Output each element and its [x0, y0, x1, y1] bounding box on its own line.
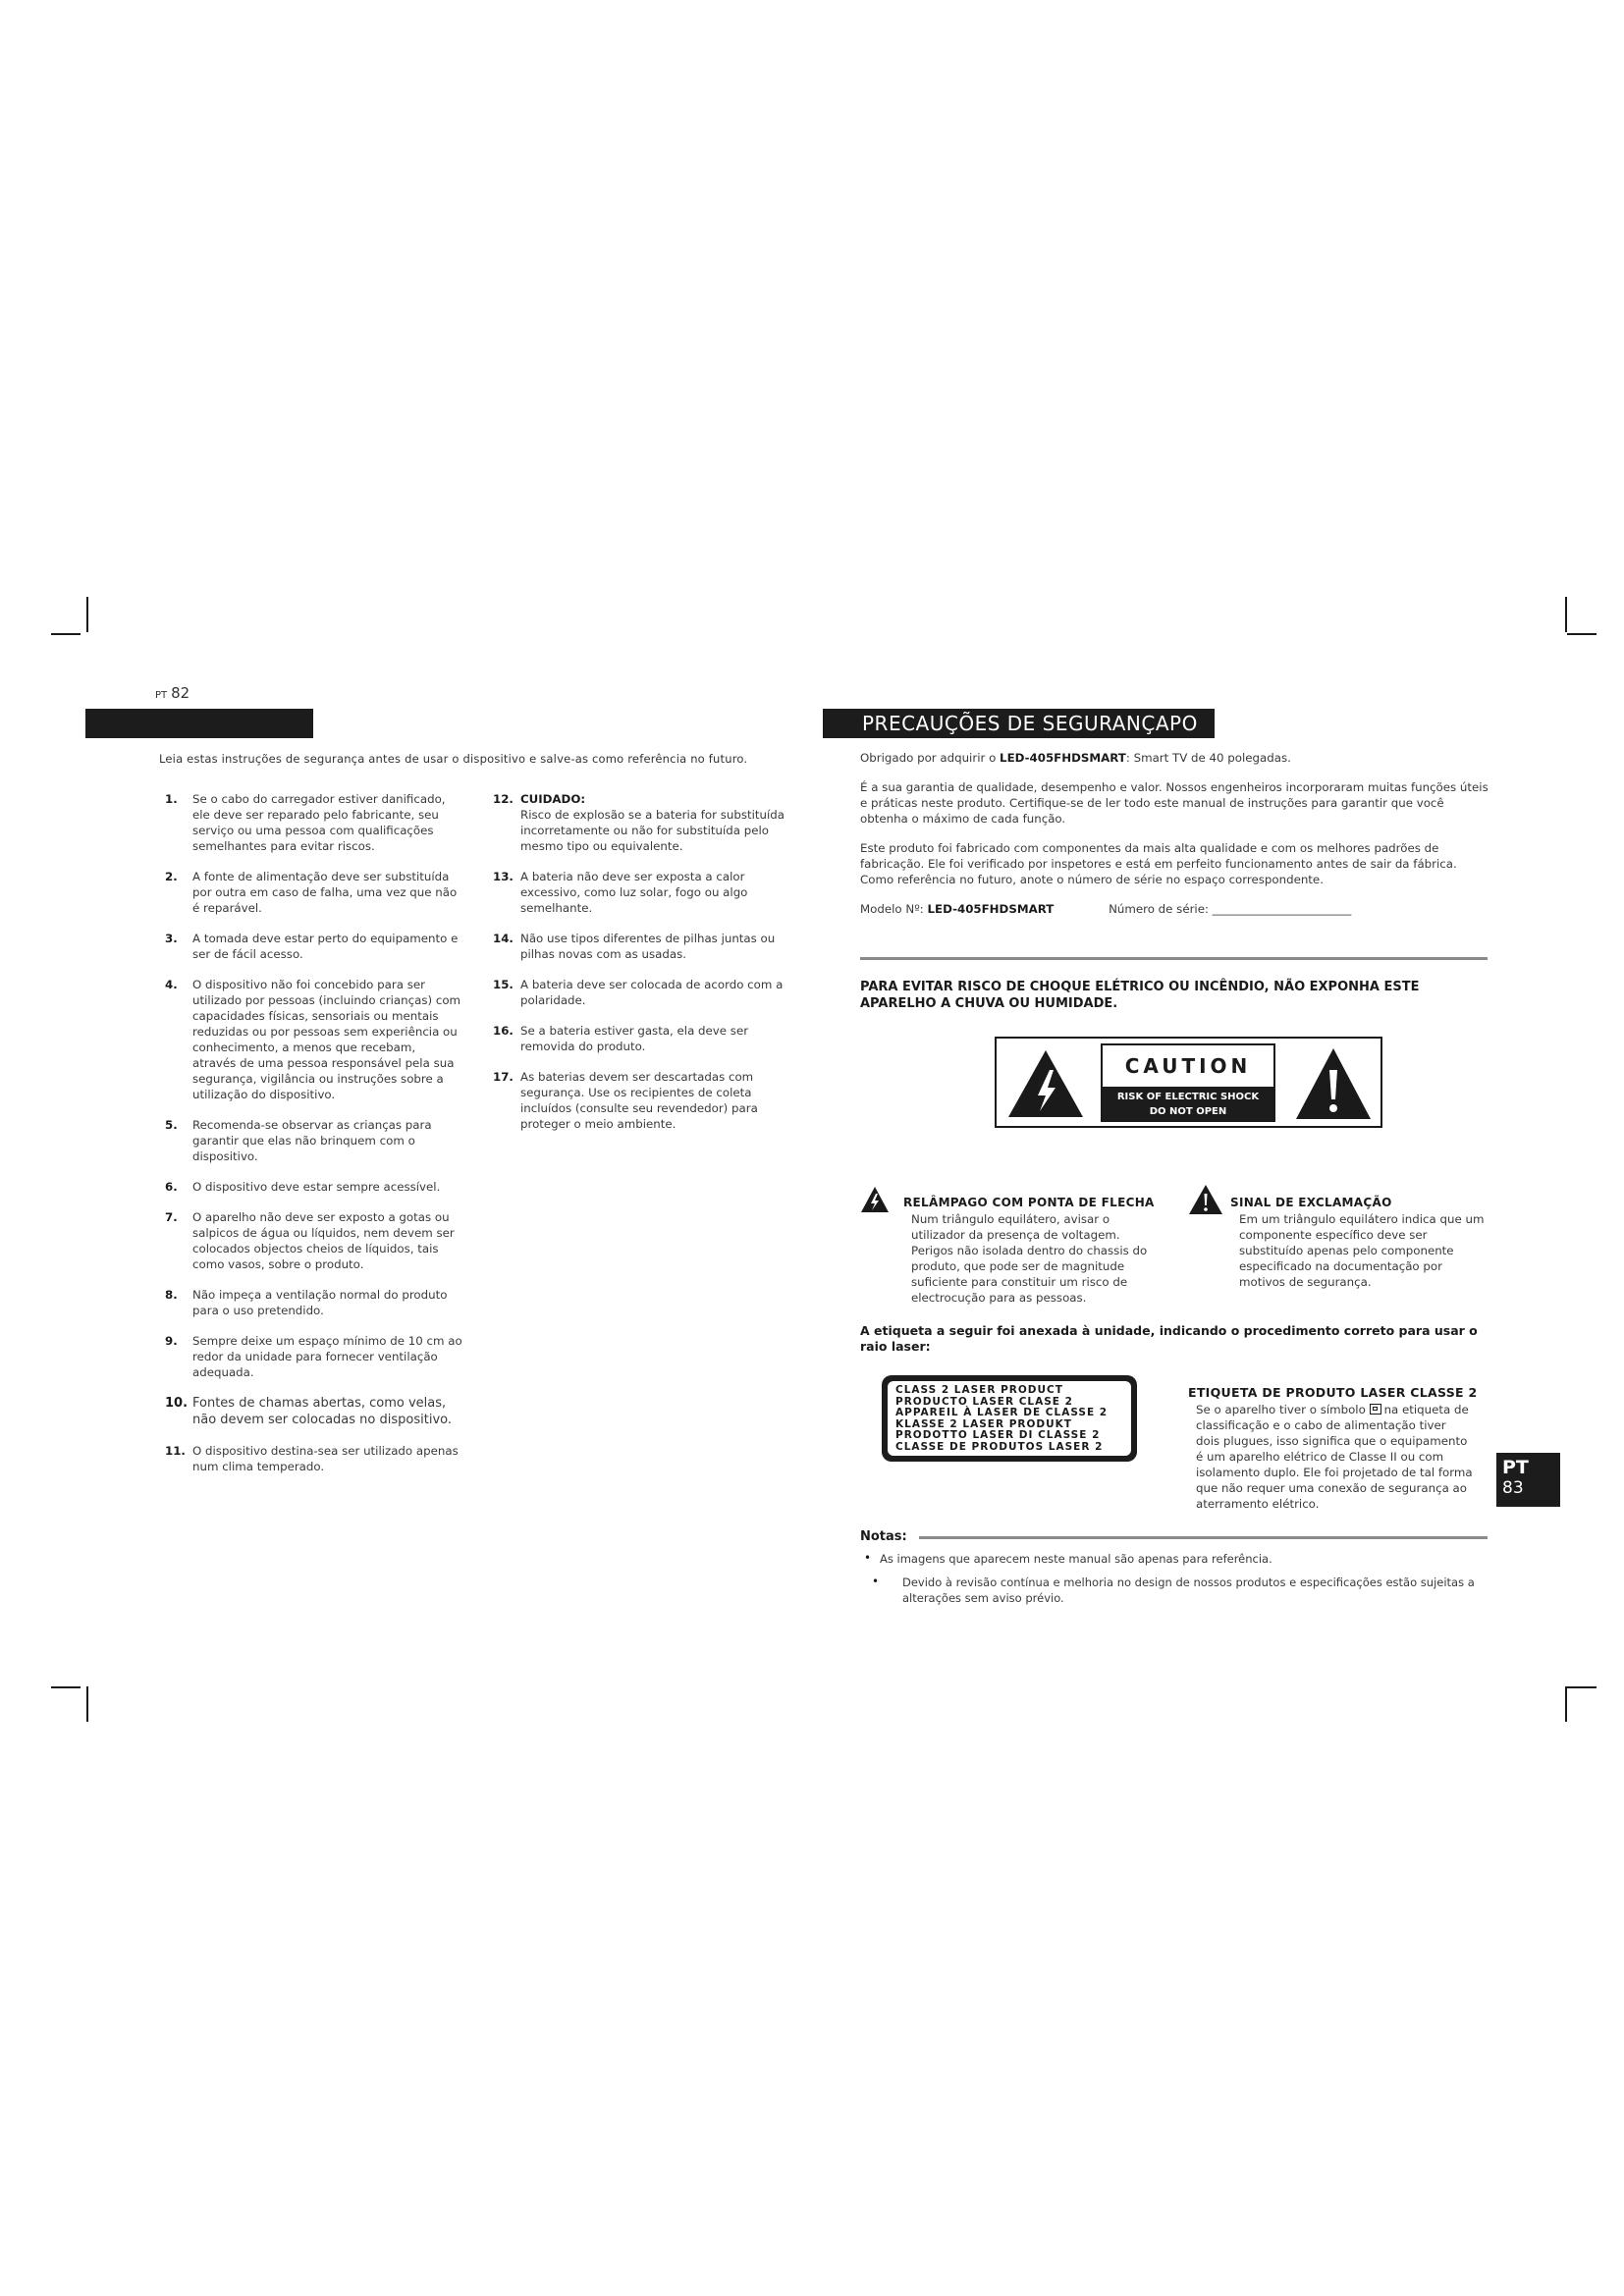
divider	[860, 957, 1488, 960]
lightning-title: RELÂMPAGO COM PONTA DE FLECHA	[903, 1196, 1155, 1209]
list-item: 6. O dispositivo deve estar sempre acessível.	[165, 1180, 441, 1194]
laser-text: Se o aparelho tiver o símbolo na etiqueta de classificação e o cabo de alimentação tiver dois plugues, isso significa que o equipamento é um aparelho elétrico de Classe II ou com isolamento duplo. Ele foi projetado de tal forma que não requer uma conexão de segurança ao aterramento elétrico.	[1196, 1403, 1473, 1511]
caution-label	[995, 1037, 1382, 1128]
laser-title: ETIQUETA DE PRODUTO LASER CLASSE 2	[1188, 1385, 1478, 1400]
page-title-bar	[823, 709, 1215, 738]
exclamation-text: Em um triângulo equilátero indica que um componente específico deve ser substituído apenas pelo componente especificado na documentação por motivos de segurança.	[1239, 1212, 1485, 1289]
crop-mark	[86, 597, 88, 632]
list-item: 17. As baterias devem ser descartadas com segurança. Use os recipientes de coleta incluídos (consulte seu revendedor) para proteger o meio ambiente.	[493, 1070, 758, 1131]
note-item: As imagens que aparecem neste manual são apenas para referência.	[880, 1552, 1272, 1566]
crop-mark	[1567, 1686, 1597, 1688]
list-item: 2. A fonte de alimentação deve ser substituída por outra em caso de falha, uma vez que não é reparável.	[165, 870, 458, 915]
paragraph-manufacture: Este produto foi fabricado com componentes da mais alta qualidade e com os melhores padrões de fabricação. Ele foi verificado por inspetores e está em perfeito funcionamento antes de sair da fábrica. Como referência no futuro, anote o número de série no espaço correspondente.	[860, 841, 1457, 886]
list-item: 15. A bateria deve ser colocada de acordo com a polaridade.	[493, 978, 784, 1007]
list-item: 4. O dispositivo não foi concebido para ser utilizado por pessoas (incluindo crianças) com capacidades físicas, sensoriais ou mentais reduzidas ou por pessoas sem experiência ou conhecimento, a menos que recebam, através de uma pessoa responsável pela sua segurança, vigilância ou instruções sobre a utilização do dispositivo.	[165, 978, 461, 1101]
divider	[919, 1536, 1488, 1539]
list-item: 11. O dispositivo destina-sea ser utilizado apenas num clima temperado.	[165, 1444, 459, 1473]
intro-text: Leia estas instruções de segurança antes de usar o dispositivo e salve-as como referência no futuro.	[159, 752, 748, 766]
list-item: 14. Não use tipos diferentes de pilhas juntas ou pilhas novas com as usadas.	[493, 932, 776, 961]
crop-mark	[51, 633, 81, 635]
lightning-warning-icon	[1006, 1048, 1085, 1119]
crop-mark	[1565, 597, 1567, 632]
crop-mark	[51, 1686, 81, 1688]
caution-panel	[1101, 1043, 1275, 1122]
note-item: Devido à revisão contínua e melhoria no design de nossos produtos e especificações estão sujeitas a alterações sem aviso prévio.	[902, 1575, 1475, 1605]
language-page-tab: PT 83	[1496, 1453, 1560, 1507]
laser-label-line: APPAREIL À LASER DE CLASSE 2	[895, 1407, 1109, 1418]
paragraph-quality: É a sua garantia de qualidade, desempenho e valor. Nossos engenheiros incorporaram muitas funções úteis e práticas neste produto. Certifique-se de ler todo este manual de instruções para garantir que você obtenha o máximo de cada função.	[860, 780, 1489, 826]
crop-mark	[86, 1686, 88, 1722]
electric-warning: PARA EVITAR RISCO DE CHOQUE ELÉTRICO OU INCÊNDIO, NÃO EXPONHA ESTE APARELHO A CHUVA OU HUMIDADE.	[860, 980, 1420, 1011]
laser-product-label	[882, 1375, 1137, 1462]
laser-label-line: KLASSE 2 LASER PRODUKT	[895, 1417, 1072, 1430]
list-item: 12. CUIDADO: Risco de explosão se a bateria for substituída incorretamente ou não for substituída pelo mesmo tipo ou equivalente.	[493, 792, 785, 853]
list-item: 7. O aparelho não deve ser exposto a gotas ou salpicos de água ou líquidos, nem devem ser colocados objectos cheios de líquidos, tais como vasos, sobre o produto.	[165, 1210, 455, 1271]
laser-label-line: PRODUCTO LASER CLASE 2	[895, 1395, 1073, 1408]
safety-list-right	[491, 791, 790, 1132]
laser-label-line: CLASS 2 LASER PRODUCT	[895, 1384, 1063, 1396]
crop-mark	[1565, 1686, 1567, 1722]
list-item: 3. A tomada deve estar perto do equipamento e ser de fácil acesso.	[165, 932, 459, 961]
section-header-bar	[85, 709, 313, 738]
laser-label-line: CLASSE DE PRODUTOS LASER 2	[895, 1440, 1104, 1453]
exclamation-warning-icon	[1294, 1046, 1373, 1121]
page-title: PRECAUÇÕES DE SEGURANÇAPO	[862, 712, 1198, 735]
list-item: 5. Recomenda-se observar as crianças para garantir que elas não brinquem com o dispositivo.	[165, 1118, 432, 1163]
list-item: 1. Se o cabo do carregador estiver danificado, ele deve ser reparado pelo fabricante, seu serviço ou uma pessoa com qualificações semelhantes para evitar riscos.	[165, 792, 446, 853]
crop-mark	[1567, 633, 1597, 635]
model-serial-line: Modelo Nº: LED-405FHDSMART Número de série: ________________________	[860, 902, 1352, 916]
thanks-text: Obrigado por adquirir o LED-405FHDSMART: Smart TV de 40 polegadas.	[860, 751, 1291, 765]
page-number-left: PT 82	[155, 684, 190, 702]
laser-label-line: PRODOTTO LASER DI CLASSE 2	[895, 1429, 1101, 1441]
notes-title: Notas:	[860, 1529, 907, 1544]
exclamation-title: SINAL DE EXCLAMAÇÃO	[1230, 1196, 1392, 1209]
list-item: 16. Se a bateria estiver gasta, ela deve ser removida do produto.	[493, 1024, 749, 1053]
safety-list-left	[163, 791, 462, 1474]
list-item: 8. Não impeça a ventilação normal do produto para o uso pretendido.	[165, 1288, 448, 1317]
exclamation-triangle-icon	[1188, 1184, 1223, 1215]
list-item: 10. Fontes de chamas abertas, como velas, não devem ser colocadas no dispositivo.	[165, 1396, 452, 1427]
lightning-triangle-icon	[860, 1186, 890, 1213]
lightning-text: Num triângulo equilátero, avisar o utilizador da presença de voltagem. Perigos não isolada dentro do chassis do produto, que pode ser de magnitude suficiente para constituir um risco de electrocução para as pessoas.	[911, 1212, 1148, 1305]
bullet: •	[864, 1551, 872, 1565]
caution-subtext: RISK OF ELECTRIC SHOCK DO NOT OPEN	[1103, 1087, 1273, 1120]
laser-intro: A etiqueta a seguir foi anexada à unidade, indicando o procedimento correto para usar o raio laser:	[860, 1323, 1478, 1354]
bullet: •	[872, 1575, 880, 1588]
list-item: 13. A bateria não deve ser exposta a calor excessivo, como luz solar, fogo ou algo semelhante.	[493, 870, 748, 915]
caution-word: CAUTION	[1124, 1054, 1252, 1078]
list-item: 9. Sempre deixe um espaço mínimo de 10 cm ao redor da unidade para fornecer ventilação adequada.	[165, 1334, 462, 1379]
double-square-icon	[1370, 1404, 1381, 1415]
